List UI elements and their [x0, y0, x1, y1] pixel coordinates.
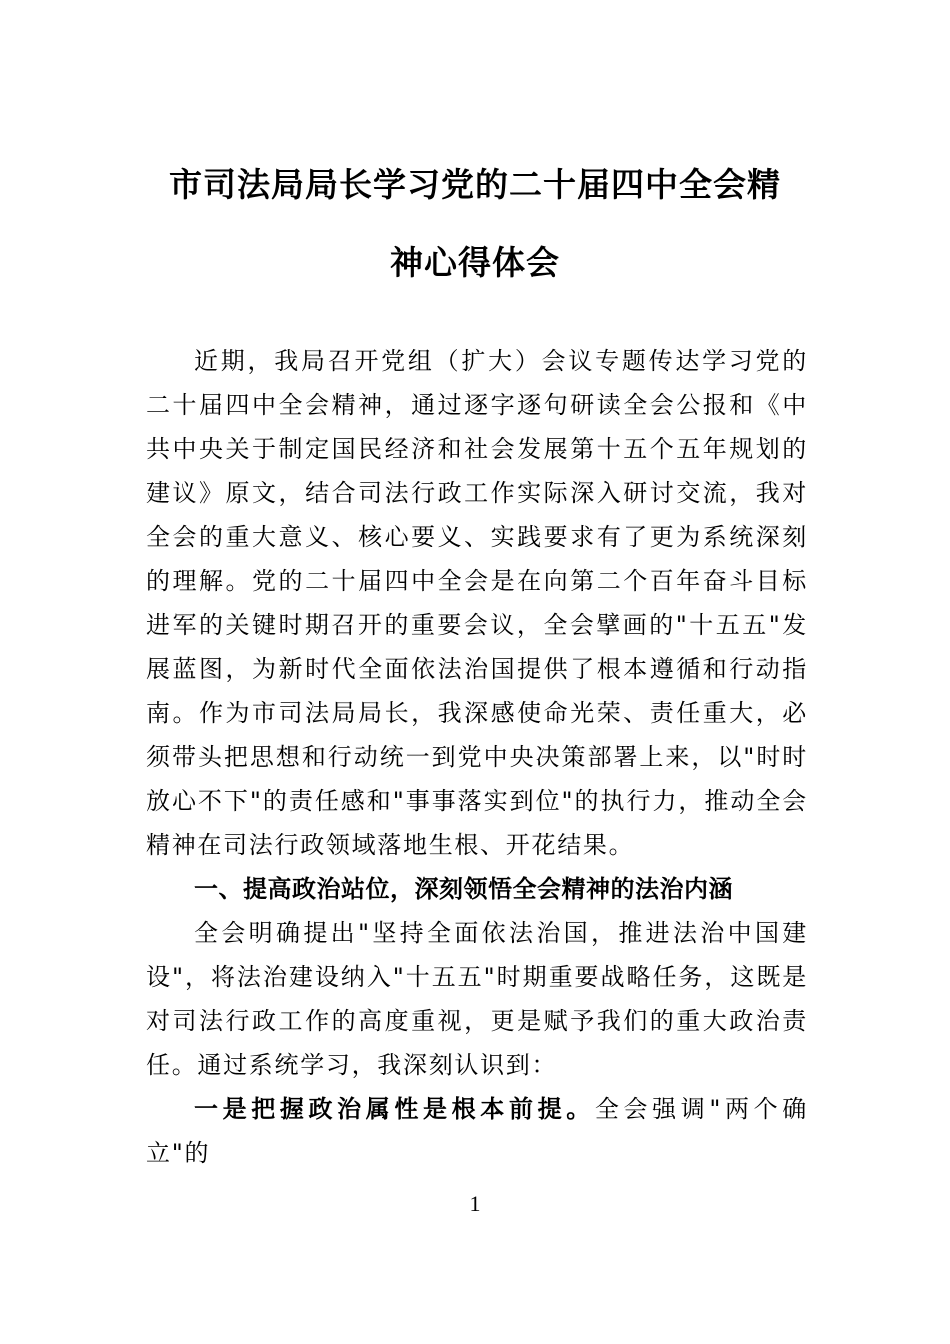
document-title: [140, 165, 810, 324]
title-line-2: 神心得体会: [390, 243, 560, 282]
point-1-paragraph: [146, 1087, 808, 1175]
section-heading-1: 一、提高政治站位，深刻领悟全会精神的法治内涵: [194, 875, 733, 903]
page-number: 1: [469, 1191, 481, 1216]
point-1-lead: 一是把握政治属性是根本前提。: [194, 1095, 595, 1123]
intro-paragraph: 近期，我局召开党组（扩大）会议专题传达学习党的二十届四中全会精神，通过逐字逐句研读全会公报和《中共中央关于制定国民经济和社会发展第十五个五年规划的建议》原文，结合司法行政工作实际深入研讨交流，我对全会的重大意义、核心要义、实践要求有了更为系统深刻的理解。党的二十届四中全会是在向第二个百年奋斗目标进军的关键时期召开的重要会议，全会擘画的"十五五"发展蓝图，为新时代全面依法治国提供了根本遵循和行动指南。作为市司法局局长，我深感使命光荣、责任重大，必须带头把思想和行动统一到党中央决策部署上来，以"时时放心不下"的责任感和"事事落实到位"的执行力，推动全会精神在司法行政领域落地生根、开花结果。: [146, 347, 808, 859]
point-1-text: 全会强调"两个确立"的: [146, 1095, 808, 1167]
section-1-paragraph: 全会明确提出"坚持全面依法治国，推进法治中国建设"，将法治建设纳入"十五五"时期重要战略任务，这既是对司法行政工作的高度重视，更是赋予我们的重大政治责任。通过系统学习，我深刻认识到：: [146, 919, 808, 1079]
document-body: [146, 339, 808, 1175]
title-line-1: 市司法局局长学习党的二十届四中全会精: [169, 165, 781, 204]
